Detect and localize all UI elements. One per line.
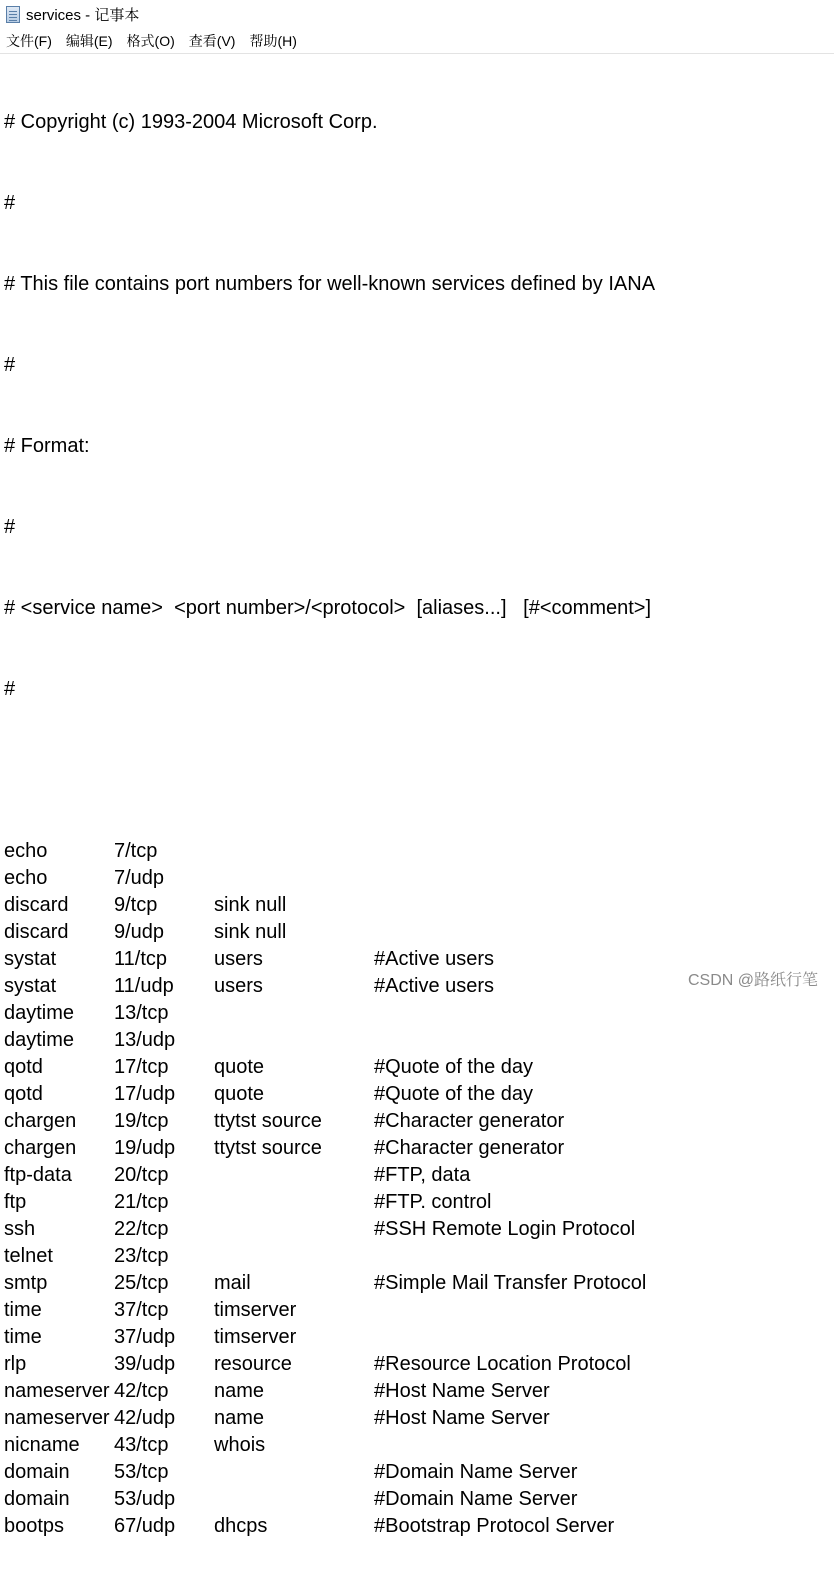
menu-file[interactable]: 文件(F) [6, 32, 52, 49]
port-protocol: 25/tcp [114, 1272, 169, 1294]
port-protocol: 7/udp [114, 867, 165, 889]
port-protocol: 53/udp [114, 1488, 176, 1510]
notepad-icon [6, 6, 20, 23]
port-protocol: 67/udp [114, 1515, 176, 1537]
service-entry-line [4, 1081, 834, 1108]
port-protocol: 20/tcp [114, 1164, 169, 1186]
port-protocol: 23/tcp [114, 1245, 169, 1267]
service-entry-line [4, 1351, 834, 1378]
header-line: # [4, 678, 16, 700]
service-aliases: sink null [214, 921, 287, 943]
service-name: time [4, 1299, 42, 1321]
service-aliases: timserver [214, 1326, 297, 1348]
text-editor[interactable] [0, 54, 834, 1537]
service-comment: #Active users [374, 948, 495, 970]
port-protocol: 42/tcp [114, 1380, 169, 1402]
service-name: bootps [4, 1515, 65, 1537]
service-name: qotd [4, 1083, 43, 1105]
service-entry-line [4, 1162, 834, 1189]
port-protocol: 11/tcp [114, 948, 167, 970]
service-name: daytime [4, 1002, 75, 1024]
service-aliases: name [214, 1380, 265, 1402]
service-name: domain [4, 1461, 70, 1483]
service-comment: #Domain Name Server [374, 1461, 578, 1483]
service-name: ssh [4, 1218, 36, 1240]
service-aliases: quote [214, 1083, 265, 1105]
header-line [4, 757, 834, 784]
port-protocol: 21/tcp [114, 1191, 169, 1213]
port-protocol: 17/udp [114, 1083, 176, 1105]
service-name: echo [4, 867, 48, 889]
header-line: # [4, 354, 16, 376]
service-name: qotd [4, 1056, 43, 1078]
header-line: # Copyright (c) 1993-2004 Microsoft Corp. [4, 111, 378, 133]
service-entry-line [4, 1189, 834, 1216]
service-entry-line [4, 1108, 834, 1135]
service-entry-line [4, 1135, 834, 1162]
menu-edit[interactable]: 编辑(E) [65, 32, 113, 49]
service-comment: #Quote of the day [374, 1083, 534, 1105]
service-entry-line [4, 1459, 834, 1486]
service-comment: #Host Name Server [374, 1380, 550, 1402]
service-name: discard [4, 921, 69, 943]
menu-bar [0, 28, 834, 54]
header-line: # Format: [4, 435, 90, 457]
service-name: telnet [4, 1245, 53, 1267]
service-name: ftp-data [4, 1164, 72, 1186]
service-comment: #Character generator [374, 1110, 565, 1132]
header-line: # [4, 516, 16, 538]
service-entry-line [4, 1513, 834, 1540]
service-name: systat [4, 948, 57, 970]
service-name: nameserver [4, 1407, 110, 1429]
service-name: smtp [4, 1272, 48, 1294]
service-aliases: ttytst source [214, 1137, 322, 1159]
service-entry-line [4, 1324, 834, 1351]
service-aliases: dhcps [214, 1515, 268, 1537]
port-protocol: 22/tcp [114, 1218, 169, 1240]
service-name: time [4, 1326, 42, 1348]
menu-format[interactable]: 格式(O) [126, 32, 175, 49]
port-protocol: 19/tcp [114, 1110, 169, 1132]
service-entry-line [4, 1054, 834, 1081]
service-comment: #Simple Mail Transfer Protocol [374, 1272, 647, 1294]
port-protocol: 37/udp [114, 1326, 176, 1348]
service-name: echo [4, 840, 48, 862]
service-name: domain [4, 1488, 70, 1510]
menu-view[interactable]: 查看(V) [188, 32, 236, 49]
port-protocol: 53/tcp [114, 1461, 169, 1483]
service-entry-line [4, 1297, 834, 1324]
service-aliases: timserver [214, 1299, 297, 1321]
service-entry-line [4, 1270, 834, 1297]
port-protocol: 7/tcp [114, 840, 158, 862]
port-protocol: 17/tcp [114, 1056, 169, 1078]
service-entry-line [4, 1486, 834, 1513]
service-entry-line [4, 892, 834, 919]
port-protocol: 43/tcp [114, 1434, 169, 1456]
port-protocol: 19/udp [114, 1137, 176, 1159]
service-name: nameserver [4, 1380, 110, 1402]
watermark: CSDN @路纸行笔 [684, 965, 822, 992]
service-aliases: mail [214, 1272, 251, 1294]
service-name: daytime [4, 1029, 75, 1051]
service-entry-line [4, 1027, 834, 1054]
port-protocol: 9/tcp [114, 894, 158, 916]
service-aliases: users [214, 948, 263, 970]
service-comment: #Resource Location Protocol [374, 1353, 631, 1375]
service-aliases: whois [214, 1434, 266, 1456]
service-aliases: resource [214, 1353, 292, 1375]
service-entry-line [4, 1378, 834, 1405]
service-name: chargen [4, 1110, 77, 1132]
service-entry-line [4, 1432, 834, 1459]
service-name: systat [4, 975, 57, 997]
service-comment: #Host Name Server [374, 1407, 550, 1429]
port-protocol: 13/tcp [114, 1002, 169, 1024]
service-aliases: name [214, 1407, 265, 1429]
service-entries [4, 838, 834, 1540]
service-name: chargen [4, 1137, 77, 1159]
service-aliases: users [214, 975, 263, 997]
port-protocol: 13/udp [114, 1029, 176, 1051]
port-protocol: 39/udp [114, 1353, 176, 1375]
service-name: ftp [4, 1191, 27, 1213]
service-aliases: ttytst source [214, 1110, 322, 1132]
service-comment: #Quote of the day [374, 1056, 534, 1078]
service-entry-line [4, 865, 834, 892]
service-name: discard [4, 894, 69, 916]
service-entry-line [4, 1216, 834, 1243]
service-comment: #FTP, data [374, 1164, 471, 1186]
header-line: # This file contains port numbers for well-known services defined by IANA [4, 273, 656, 295]
service-entry-line [4, 1405, 834, 1432]
service-aliases: sink null [214, 894, 287, 916]
header-line: # <service name> <port number>/<protocol> [aliases...] [#<comment>] [4, 597, 652, 619]
service-comment: #SSH Remote Login Protocol [374, 1218, 636, 1240]
service-comment: #FTP. control [374, 1191, 492, 1213]
service-aliases: quote [214, 1056, 265, 1078]
service-entry-line [4, 919, 834, 946]
service-entry-line [4, 1000, 834, 1027]
service-entry-line [4, 1243, 834, 1270]
menu-help[interactable]: 帮助(H) [249, 32, 297, 49]
service-comment: #Domain Name Server [374, 1488, 578, 1510]
port-protocol: 11/udp [114, 975, 174, 997]
service-name: rlp [4, 1353, 27, 1375]
service-entry-line [4, 838, 834, 865]
title-bar [0, 0, 834, 28]
port-protocol: 42/udp [114, 1407, 176, 1429]
header-line: # [4, 192, 16, 214]
port-protocol: 37/tcp [114, 1299, 169, 1321]
service-comment: #Bootstrap Protocol Server [374, 1515, 615, 1537]
service-comment: #Character generator [374, 1137, 565, 1159]
window-title: services - 记事本 [26, 6, 140, 24]
service-name: nicname [4, 1434, 80, 1456]
port-protocol: 9/udp [114, 921, 165, 943]
service-comment: #Active users [374, 975, 495, 997]
